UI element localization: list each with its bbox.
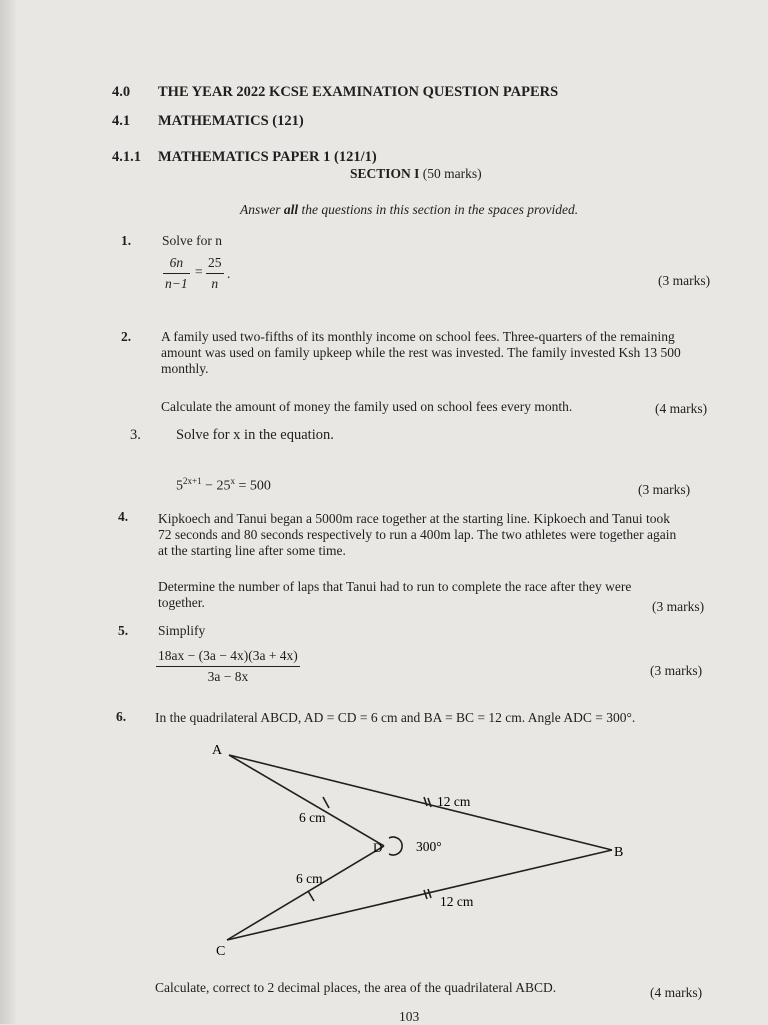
tick-ab-2 [428,798,431,807]
heading-title-4-0: THE YEAR 2022 KCSE EXAMINATION QUESTION PAPERS [158,84,559,100]
q4-marks: (3 marks) [652,599,705,614]
q4-line5: together. [158,595,205,610]
q1-marks: (3 marks) [658,273,711,288]
q4-line3: at the starting line after some time. [158,543,346,558]
angle-arc-d [389,837,402,855]
q6-line1: In the quadrilateral ABCD, AD = CD = 6 cm and BA = BC = 12 cm. Angle ADC = 300°. [155,710,636,725]
vertex-label-c: C [216,944,226,959]
q2-line4: Calculate the amount of money the family used on school fees every month. [161,399,573,414]
side-cb [227,850,612,940]
q4-line1: Kipkoech and Tanui began a 5000m race together at the starting line. Kipkoech and Tanui took [158,511,670,526]
q3-text: Solve for x in the equation. [176,427,334,443]
q1-fraction-right: 25 n [208,255,222,291]
side-ad [229,755,384,846]
q1-number: 1. [121,233,132,248]
vertex-label-d: D [373,840,383,855]
q1-period: . [227,266,231,281]
q2-line3: monthly. [161,361,209,376]
heading-title-4-1: MATHEMATICS (121) [158,113,304,129]
q5-number: 5. [118,623,129,638]
side-label-cb: 12 cm [440,894,474,909]
q3-equation: $5^{2x+1} - 25^x = 500$ [176,476,271,494]
vertex-label-b: B [614,845,624,860]
heading-title-4-1-1: MATHEMATICS PAPER 1 (121/1) [158,149,377,165]
q1-text: Solve for n [162,233,222,248]
q6-number: 6. [116,709,127,724]
heading-number-4-1: 4.1 [112,113,131,129]
vertex-label-a: A [212,743,223,758]
q1-fraction-left: 6n n−1 [165,255,188,291]
side-label-ab: 12 cm [437,794,471,809]
angle-label-d: 300° [416,839,442,854]
q3-marks: (3 marks) [638,482,691,497]
section-title: SECTION I (50 marks) [350,166,482,181]
q4-line4: Determine the number of laps that Tanui had to run to complete the race after they were [158,579,632,594]
tick-dc [308,891,314,901]
side-dc [227,846,384,940]
side-label-ad: 6 cm [299,810,326,825]
heading-number-4-1-1: 4.1.1 [112,149,141,165]
tick-ab-1 [424,797,427,806]
side-label-cd: 6 cm [296,871,323,886]
q4-number: 4. [118,509,129,524]
q3-number: 3. [130,427,141,443]
q4-line2: 72 seconds and 80 seconds respectively to run a 400m lap. The two athletes were together again [158,527,677,542]
heading-number-4-0: 4.0 [112,84,131,100]
q5-marks: (3 marks) [650,663,703,678]
q2-line1: A family used two-fifths of its monthly income on school fees. Three-quarters of the remaining [161,329,675,344]
q2-number: 2. [121,329,132,344]
tick-ad [323,797,329,808]
q1-equals: = [195,264,203,279]
instruction: Answer all the questions in this section in the spaces provided. [240,202,579,217]
q6-marks: (4 marks) [650,985,703,1000]
side-ab [229,755,612,850]
q5-fraction: 18ax − (3a − 4x)(3a + 4x) 3a − 8x [158,648,298,684]
q2-line2: amount was used on family upkeep while the rest was invested. The family invested Ksh 13 500 [161,345,681,360]
q6-line2: Calculate, correct to 2 decimal places, the area of the quadrilateral ABCD. [155,980,557,995]
q2-marks: (4 marks) [655,401,708,416]
page-number: 103 [399,1009,420,1024]
q5-text: Simplify [158,623,206,638]
